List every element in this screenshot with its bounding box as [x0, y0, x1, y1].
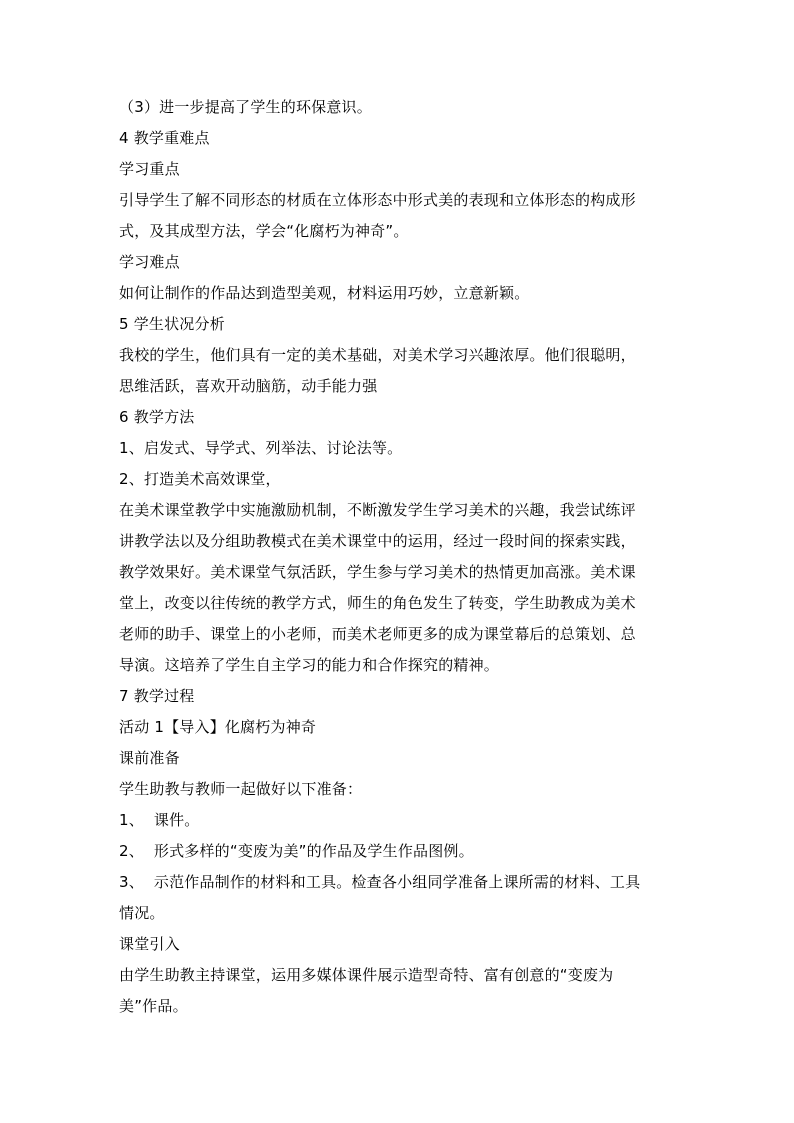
paragraph-line: 讲教学法以及分组助教模式在美术课堂中的运用，经过一段时间的探索实践， — [119, 532, 636, 550]
subheading-difficult-points: 学习难点 — [119, 253, 180, 271]
paragraph-line: 教学效果好。美术课堂气氛活跃，学生参与学习美术的热情更加高涨。美术课 — [119, 563, 636, 581]
activity-heading: 活动 1【导入】化腐朽为神奇 — [119, 718, 317, 736]
paragraph-line: 导演。这培养了学生自主学习的能力和合作探究的精神。 — [119, 656, 500, 674]
prep-item-2: 2、 形式多样的“变废为美”的作品及学生作品图例。 — [119, 842, 474, 860]
paragraph-line: 堂上，改变以往传统的教学方式，师生的角色发生了转变，学生助教成为美术 — [119, 594, 636, 612]
subheading-preparation: 课前准备 — [119, 749, 180, 767]
section-heading-teaching-process: 7 教学过程 — [119, 687, 195, 705]
prep-item-1: 1、 课件。 — [119, 811, 200, 829]
paragraph-line: 学生助教与教师一起做好以下准备： — [119, 780, 363, 798]
section-heading-teaching-difficulties: 4 教学重难点 — [119, 129, 210, 147]
method-item-1: 1、启发式、导学式、列举法、讨论法等。 — [119, 439, 403, 457]
method-item-2: 2、打造美术高效课堂， — [119, 470, 281, 488]
section-heading-teaching-methods: 6 教学方法 — [119, 408, 195, 426]
paragraph-line: 思维活跃，喜欢开动脑筋，动手能力强 — [119, 377, 378, 395]
subheading-class-introduction: 课堂引入 — [119, 935, 180, 953]
paragraph-line: 老师的助手、课堂上的小老师，而美术老师更多的成为课堂幕后的总策划、总 — [119, 625, 636, 643]
prep-item-3: 3、 示范作品制作的材料和工具。检查各小组同学准备上课所需的材料、工具 — [119, 873, 641, 891]
section-heading-student-analysis: 5 学生状况分析 — [119, 315, 225, 333]
paragraph-line: 由学生助教主持课堂，运用多媒体课件展示造型奇特、富有创意的“变废为 — [119, 966, 614, 984]
paragraph-line: 引导学生了解不同形态的材质在立体形态中形式美的表现和立体形态的构成形 — [119, 191, 636, 209]
paragraph-line: 式，及其成型方法，学会“化腐朽为神奇”。 — [119, 222, 409, 240]
paragraph-line: 在美术课堂教学中实施激励机制，不断激发学生学习美术的兴趣，我尝试练评 — [119, 501, 636, 519]
paragraph-line: 如何让制作的作品达到造型美观，材料运用巧妙，立意新颖。 — [119, 284, 530, 302]
subheading-key-points: 学习重点 — [119, 160, 180, 178]
goal-item-3: （3）进一步提高了学生的环保意识。 — [119, 98, 372, 116]
paragraph-line: 情况。 — [119, 904, 165, 922]
paragraph-line: 美”作品。 — [119, 997, 188, 1015]
document-body — [119, 92, 679, 1022]
paragraph-line: 我校的学生，他们具有一定的美术基础，对美术学习兴趣浓厚。他们很聪明， — [119, 346, 636, 364]
